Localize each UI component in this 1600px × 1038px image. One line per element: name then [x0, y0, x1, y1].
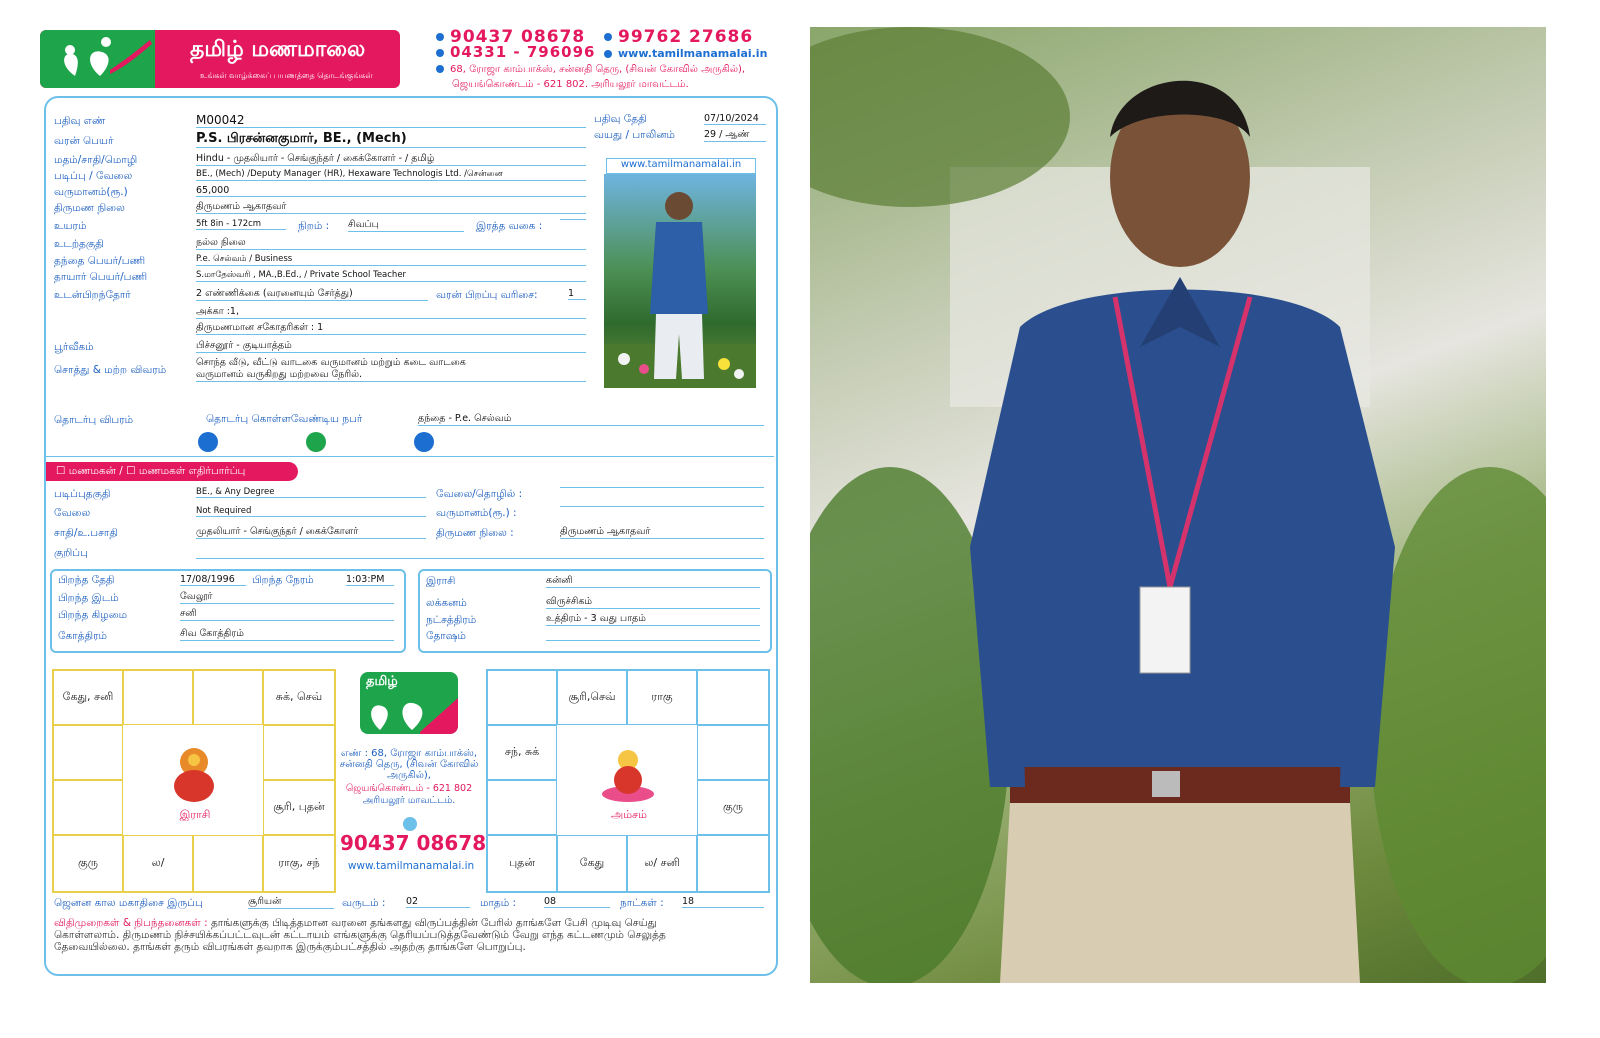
- contact-label: தொடர்பு விபரம்: [54, 414, 134, 426]
- exp-income-label: வருமானம்(ரூ.) :: [436, 507, 517, 519]
- birth-order-value: 1: [568, 288, 586, 300]
- rasi-cell: [193, 670, 263, 725]
- rasi-value: கன்னி: [546, 575, 760, 588]
- assets-label: சொத்து & மற்ற விவரம்: [54, 364, 167, 376]
- rasi-cell: கேது, சனி: [53, 670, 123, 725]
- location-icon: [436, 65, 444, 73]
- terms-line3: தேவையில்லை. தாங்கள் தரும் விபரங்கள் தவறாக இருக்கும்பட்சத்தில் அதற்கு தாங்களே பொறுப்பு.: [54, 941, 526, 953]
- exp-job-label: வேலை: [54, 507, 91, 519]
- exp-note-value: [196, 546, 764, 559]
- center-phone: 90437 08678: [340, 831, 487, 855]
- exp-caste-label: சாதி/உ.பசாதி: [54, 527, 119, 539]
- address-line1-text: 68, ரோஜா காம்பாக்ஸ், சன்னதி தெரு, (சிவன் கோவில் அருகில்),: [450, 64, 746, 75]
- dasa-day: 18: [682, 896, 764, 908]
- exp-education-label: படிப்புதகுதி: [54, 488, 111, 500]
- phone-icon: [436, 49, 444, 57]
- whatsapp-icon: [604, 33, 612, 41]
- ganesha-icon: [161, 740, 227, 806]
- amsam-cell: புதன்: [487, 835, 557, 892]
- amsam-cell: [697, 725, 769, 780]
- lakshmi-icon: [595, 740, 661, 806]
- rasi-cell: [53, 725, 123, 780]
- rasi-cell: [53, 780, 123, 835]
- exp-marital-label: திருமண நிலை :: [436, 527, 514, 539]
- reg-date-value: 07/10/2024: [704, 113, 766, 125]
- assets-line2: வருமானம் வருகிறது மற்றவை நேரில்.: [196, 369, 586, 382]
- religion-label: மதம்/சாதி/மொழி: [54, 154, 138, 166]
- day-label: பிறந்த கிழமை: [58, 609, 128, 621]
- rasi-label: இராசி: [426, 575, 456, 587]
- marital-label: திருமண நிலை: [54, 202, 125, 214]
- amsam-cell: சூரி,செவ்: [557, 670, 627, 725]
- education-label: படிப்பு / வேலை: [54, 170, 133, 182]
- star-label: நட்சத்திரம்: [426, 614, 477, 626]
- rasi-cell: [263, 725, 335, 780]
- tob-label: பிறந்த நேரம்: [252, 574, 314, 586]
- exp-education-value: BE., & Any Degree: [196, 487, 426, 498]
- exp-marital-value: திருமணம் ஆகாதவர்: [560, 526, 764, 539]
- age-label: வயது / பாலினம்: [594, 129, 675, 141]
- brand-logo-banner: [40, 30, 400, 88]
- contact-person-label: தொடர்பு கொள்ளவேண்டிய நபர்: [206, 413, 363, 425]
- groom-photo-large: [810, 27, 1546, 983]
- landline: [436, 43, 595, 61]
- education-value: BE., (Mech) /Deputy Manager (HR), Hexaware Technologis Ltd. /சென்னை: [196, 169, 586, 181]
- dasa-year: 02: [406, 896, 470, 908]
- contact-person-value: தந்தை - P.e. செல்வம்: [418, 413, 764, 426]
- center-address: எண் : 68, ரோஜா காம்பாக்ஸ், சன்னதி தெரு, (சிவன் கோவில் அருகில்),: [339, 748, 479, 781]
- rasi-chart: [52, 669, 336, 893]
- tob-value: 1:03:PM: [346, 574, 394, 586]
- divider: [46, 456, 774, 457]
- dasa-day-label: நாட்கள் :: [620, 897, 664, 909]
- age-value: 29 / ஆண்: [704, 129, 766, 142]
- header-address-line1: [436, 64, 745, 76]
- brand-tagline: உங்கள் வாழ்க்கைப் பயணத்தை தொடங்குங்கள்: [200, 71, 373, 80]
- amsam-cell: கேது: [557, 835, 627, 892]
- exp-income-value: [560, 506, 764, 507]
- amsam-center-label: அம்சம்: [610, 808, 648, 821]
- groom-photo-thumbnail: [604, 174, 756, 388]
- amsam-cell: [697, 670, 769, 725]
- whatsapp-icon: [403, 817, 417, 831]
- assets-line1: சொந்த வீடு, வீட்டு வாடகை வருமானம் மற்றும் கடை வாடகை: [196, 357, 466, 368]
- rasi-cell: [193, 835, 263, 892]
- phone-secondary-text: 99762 27686: [618, 27, 754, 47]
- mother-value: S.மாதேஸ்வரி , MA.,B.Ed., / Private School Teacher: [196, 270, 586, 282]
- exp-work-value: [560, 487, 764, 488]
- rasi-cell: ல/: [123, 835, 193, 892]
- expectation-section-title: ☐ மணமகன் / ☐ மணமகள் எதிர்பார்ப்பு: [46, 462, 298, 481]
- rasi-cell: ராகு, சந்: [263, 835, 335, 892]
- day-value: சனி: [180, 608, 394, 621]
- center-logo: [360, 672, 458, 734]
- landline-text: 04331 - 796096: [450, 43, 596, 61]
- rasi-cell: சூரி, புதன்: [263, 780, 335, 835]
- dasa-year-label: வருடம் :: [342, 897, 386, 909]
- website-link[interactable]: [604, 47, 767, 60]
- rasi-center-label: இராசி: [179, 808, 211, 821]
- rasi-cell: [123, 670, 193, 725]
- amsam-chart: [486, 669, 770, 893]
- father-value: P.e. செல்வம் / Business: [196, 254, 586, 266]
- reg-no-value: M00042: [196, 113, 586, 128]
- dosham-label: தோஷம்: [426, 630, 466, 642]
- dob-label: பிறந்த தேதி: [58, 574, 115, 586]
- dasa-planet: சூரியன்: [248, 896, 334, 909]
- marital-value: திருமணம் ஆகாதவர்: [196, 201, 586, 214]
- name-value: P.S. பிரசன்னகுமார், BE., (Mech): [196, 131, 586, 148]
- reg-no-label: பதிவு எண்: [54, 115, 106, 127]
- terms-title: விதிமுறைகள் & நிபந்தனைகள் :: [54, 917, 208, 929]
- dosham-value: [546, 629, 760, 641]
- terms-line1: தாங்களுக்கு பிடித்தமான வரனை தங்களது விருப்பத்தின் பேரில் தாங்களே பேசி முடிவு செய்து: [210, 917, 657, 929]
- phone-secondary: [604, 27, 753, 47]
- mother-label: தாயார் பெயர்/பணி: [54, 271, 148, 283]
- rasi-cell: குரு: [53, 835, 123, 892]
- income-label: வருமானம்(ரூ.): [54, 186, 128, 198]
- dob-value: 17/08/1996: [180, 574, 246, 586]
- physical-value: நல்ல நிலை: [196, 237, 586, 250]
- dasa-month: 08: [544, 896, 610, 908]
- dasa-label: ஜெனன கால மகாதிசை இருப்பு: [54, 897, 203, 909]
- center-website[interactable]: www.tamilmanamalai.in: [347, 860, 475, 872]
- amsam-cell: ராகு: [627, 670, 697, 725]
- terms-line2: கொள்ளலாம். திருமணம் நிச்சயிக்கப்பட்டவுடன் கட்டாயம் எங்களுக்கு தெரியப்படுத்தவேண்டும் வேறு எந்த கட்டணமும் செலுத்த: [54, 929, 666, 941]
- amsam-cell: குரு: [697, 780, 769, 835]
- place-label: பிறந்த இடம்: [58, 592, 119, 604]
- reg-date-label: பதிவு தேதி: [594, 113, 647, 125]
- height-label: உயரம்: [54, 220, 87, 232]
- exp-caste-value: முதலியார் - செங்குந்தர் / கைக்கோளர்: [196, 526, 426, 539]
- native-value: பிச்சனூர் - குடியாத்தம்: [196, 340, 586, 353]
- rasi-cell: சுக், செவ்: [263, 670, 335, 725]
- physical-label: உடற்தகுதி: [54, 238, 104, 250]
- star-value: உத்திரம் - 3 வது பாதம்: [546, 613, 760, 626]
- place-value: வேலூர்: [180, 591, 394, 604]
- center-city: ஜெயங்கொண்டம் - 621 802: [345, 783, 473, 794]
- siblings-line3: திருமணமான சகோதரிகள் : 1: [196, 322, 586, 335]
- name-label: வரன் பெயர்: [54, 135, 114, 147]
- gothram-label: கோத்திரம்: [58, 630, 107, 642]
- exp-work-label: வேலை/தொழில் :: [436, 488, 523, 500]
- religion-value: Hindu - முதலியார் - செங்குந்தர் / கைக்கோளர் - / தமிழ்: [196, 153, 586, 166]
- exp-note-label: குறிப்பு: [54, 547, 88, 559]
- blood-label: இரத்த வகை :: [476, 220, 543, 232]
- amsam-cell: [487, 780, 557, 835]
- whatsapp-icon[interactable]: [306, 432, 326, 452]
- siblings-label: உடன்பிறந்தோர்: [54, 289, 131, 301]
- height-value: 5ft 8in - 172cm: [196, 219, 286, 230]
- globe-icon: [604, 50, 612, 58]
- blood-value: [560, 219, 586, 220]
- father-label: தந்தை பெயர்/பணி: [54, 255, 146, 267]
- gothram-value: சிவ கோத்திரம்: [180, 628, 394, 641]
- phone-icon[interactable]: [198, 432, 218, 452]
- exp-job-value: Not Required: [196, 506, 426, 517]
- brand-title: தமிழ் மணமாலை: [190, 36, 366, 62]
- phone-icon: [436, 33, 444, 41]
- center-logo-title: தமிழ்: [366, 674, 398, 689]
- birth-order-label: வரன் பிறப்பு வரிசை:: [436, 289, 538, 301]
- income-value: 65,000: [196, 185, 586, 197]
- phone-primary-text: 90437 08678: [450, 27, 586, 47]
- terms-block: [54, 917, 768, 953]
- website-text: www.tamilmanamalai.in: [618, 47, 768, 60]
- lagnam-value: விருச்சிகம்: [546, 596, 760, 609]
- complexion-label: நிறம் :: [298, 220, 330, 232]
- amsam-cell: [697, 835, 769, 892]
- photo-website-label: www.tamilmanamalai.in: [606, 158, 756, 174]
- complexion-value: சிவப்பு: [348, 219, 464, 232]
- amsam-cell: ல/ சனி: [627, 835, 697, 892]
- siblings-line2: அக்கா :1,: [196, 306, 586, 319]
- amsam-cell: [487, 670, 557, 725]
- siblings-value: 2 எண்ணிக்கை (வரனையும் சேர்த்து): [196, 288, 428, 301]
- dasa-month-label: மாதம் :: [480, 897, 517, 909]
- center-district: அரியலூர் மாவட்டம்.: [362, 795, 456, 806]
- amsam-cell: சந், சுக்: [487, 725, 557, 780]
- logo-hearts-icon: [40, 30, 155, 88]
- native-label: பூர்வீகம்: [54, 341, 94, 353]
- header-address-line2: ஜெயங்கொண்டம் - 621 802. அரியலூர் மாவட்டம்.: [452, 79, 689, 90]
- email-icon[interactable]: [414, 432, 434, 452]
- lagnam-label: லக்கனம்: [426, 597, 467, 609]
